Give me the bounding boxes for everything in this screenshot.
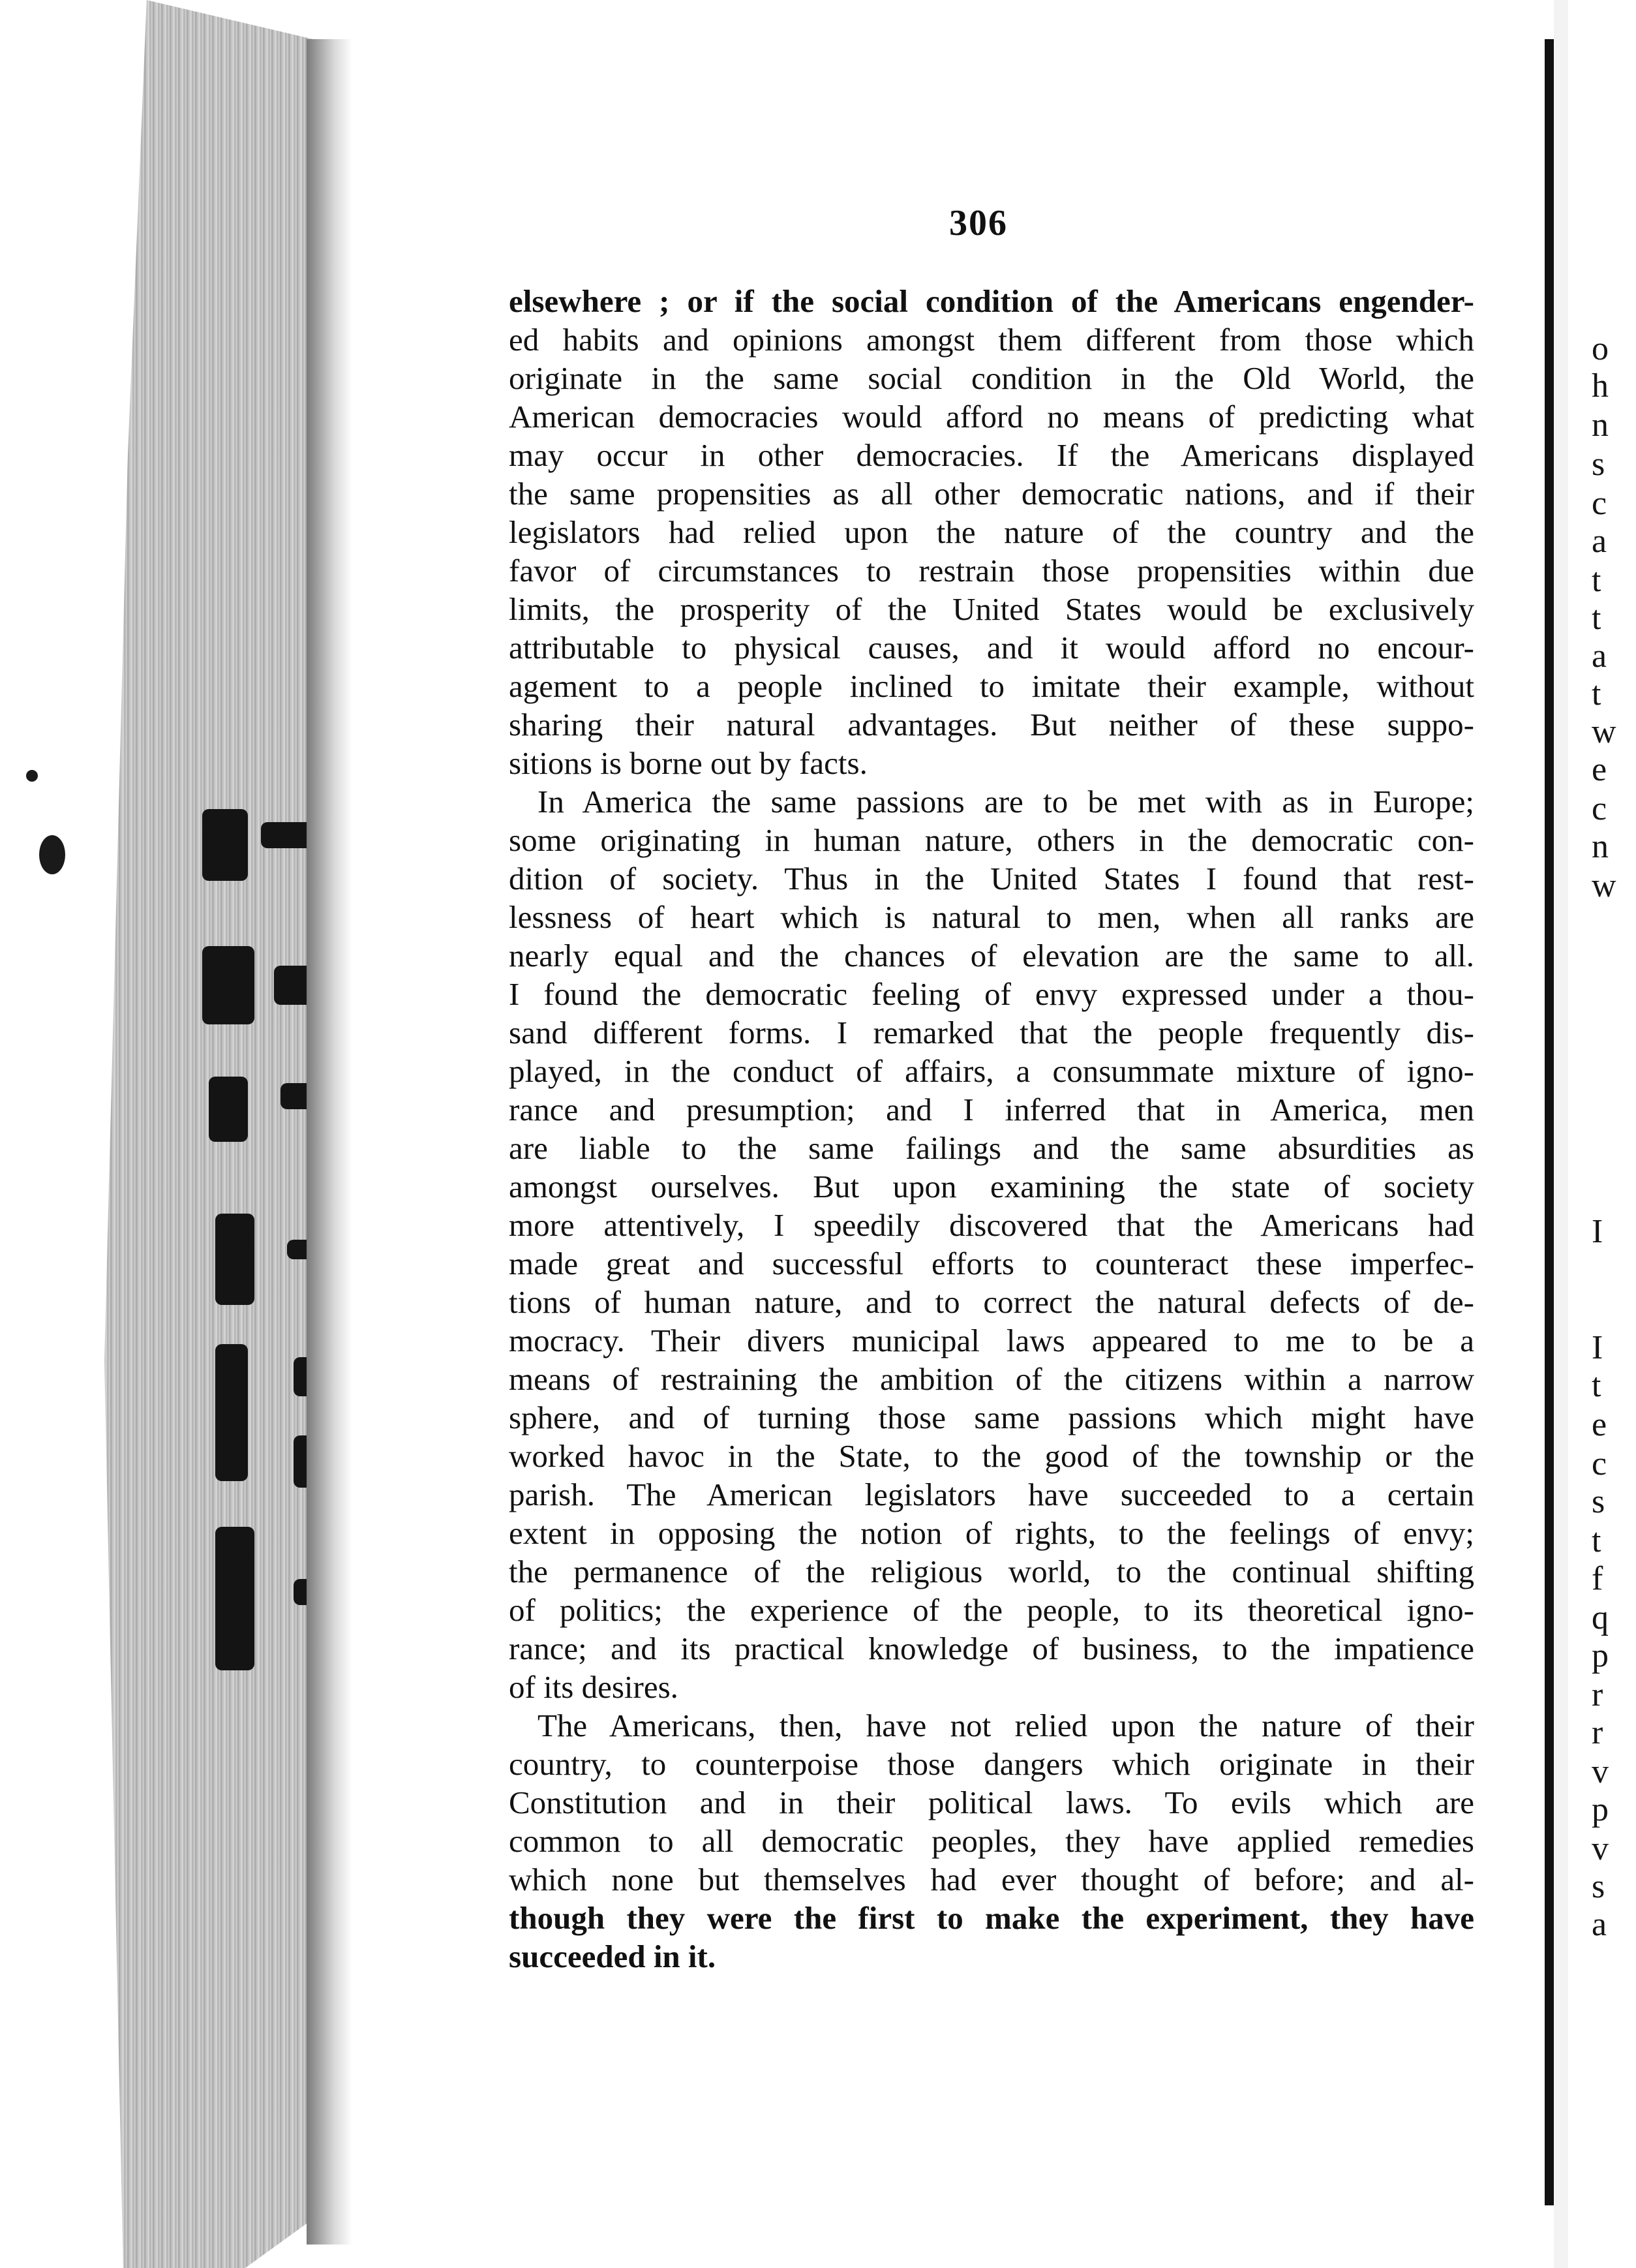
text-line: tions of human nature, and to correct the natural defects of de- [509,1284,1474,1320]
text-line: I found the democratic feeling of envy expressed under a thou- [509,976,1474,1012]
page-edge-right [1545,39,1554,2205]
facing-page-letter: o [1592,330,1609,367]
text-line: of its desires. [509,1669,678,1705]
scan-speck [39,835,65,874]
text-line: limits, the prosperity of the United States would be exclusively [509,591,1474,627]
facing-page-letter: q [1592,1599,1609,1636]
facing-page-letter: e [1592,751,1607,788]
gutter-shadow [307,39,352,2245]
text-line: American democracies would afford no means of predicting what [509,399,1474,435]
facing-page-letter: t [1592,1522,1601,1559]
text-line: amongst ourselves. But upon examining the state of society [509,1169,1474,1204]
text-line: ed habits and opinions amongst them different from those which [509,322,1474,358]
facing-page-letter: c [1592,485,1607,522]
body-text [509,282,1474,1976]
facing-page-letter: I [1592,1213,1603,1250]
text-line: more attentively, I speedily discovered that the Americans had [509,1207,1474,1243]
text-line: are liable to the same failings and the same absurdities as [509,1130,1474,1166]
facing-page-letter: s [1592,1483,1605,1520]
facing-page-letter: w [1592,867,1616,904]
text-line: though they were the first to make the experiment, they have [509,1900,1474,1936]
text-line: The Americans, then, have not relied upon the nature of their [538,1708,1474,1743]
text-line: means of restraining the ambition of the citizens within a narrow [509,1361,1474,1397]
page-number: 306 [949,203,1008,243]
text-line: extent in opposing the notion of rights, to the feelings of envy; [509,1515,1474,1551]
facing-page-letter: r [1592,1714,1603,1751]
facing-page-letter: c [1592,1445,1607,1482]
text-line: favor of circumstances to restrain those propensities within due [509,553,1474,589]
text-line: agement to a people inclined to imitate their example, without [509,668,1474,704]
text-line: sharing their natural advantages. But neither of these suppo- [509,707,1474,743]
text-line: made great and successful efforts to counteract these imperfec- [509,1246,1474,1281]
text-line: lessness of heart which is natural to men, when all ranks are [509,899,1474,935]
text-line: some originating in human nature, others in the democratic con- [509,822,1474,858]
text-line: rance and presumption; and I inferred that in America, men [509,1092,1474,1127]
text-line: worked havoc in the State, to the good of the township or the [509,1438,1474,1474]
text-line: nearly equal and the chances of elevation are the same to all. [509,938,1474,973]
text-line: dition of society. Thus in the United States I found that rest- [509,861,1474,896]
text-line: the permanence of the religious world, to the continual shifting [509,1554,1474,1589]
text-line: which none but themselves had ever thought of before; and al- [509,1862,1474,1897]
facing-page-letter: v [1592,1830,1609,1867]
paragraph [509,1706,1474,1976]
text-line: Constitution and in their political laws. To evils which are [509,1785,1474,1820]
facing-page-letter: c [1592,790,1607,827]
text-line: the same propensities as all other democratic nations, and if their [509,476,1474,512]
text-line: of politics; the experience of the people, to its theoretical igno- [509,1592,1474,1628]
facing-page-letter: f [1592,1560,1603,1597]
text-line: sphere, and of turning those same passions which might have [509,1400,1474,1435]
facing-page-letter: I [1592,1329,1603,1366]
text-line: attributable to physical causes, and it would afford no encour- [509,630,1474,666]
text-line: originate in the same social condition in the Old World, the [509,360,1474,396]
text-line: common to all democratic peoples, they have applied remedies [509,1823,1474,1859]
facing-page-letter: n [1592,406,1609,444]
text-line: In America the same passions are to be met with as in Europe; [538,784,1474,820]
facing-page-letter: s [1592,1868,1605,1905]
facing-page-letter: n [1592,828,1609,865]
page-gap [1554,0,1568,2268]
facing-page-letter: r [1592,1676,1603,1713]
paragraph [509,282,1474,782]
facing-page-letter: a [1592,523,1607,560]
facing-page-letter: t [1592,675,1601,713]
facing-page-letter: w [1592,713,1616,750]
text-line: succeeded in it. [509,1939,716,1974]
facing-page-letter: p [1592,1791,1609,1828]
text-line: parish. The American legislators have succeeded to a certain [509,1477,1474,1512]
text-line: country, to counterpoise those dangers which originate in their [509,1746,1474,1782]
text-line: mocracy. Their divers municipal laws appeared to me to be a [509,1323,1474,1358]
text-line: may occur in other democracies. If the Americans displayed [509,437,1474,473]
text-line: sand different forms. I remarked that the people frequently dis- [509,1015,1474,1050]
facing-page-letter: v [1592,1753,1609,1790]
facing-page-letter: h [1592,367,1609,405]
text-line: elsewhere ; or if the social condition of the Americans engender- [509,283,1474,319]
facing-page-letter: e [1592,1406,1607,1443]
text-line: rance; and its practical knowledge of business, to the impatience [509,1631,1474,1666]
facing-page-letter: p [1592,1637,1609,1674]
facing-page-letter: t [1592,600,1601,637]
facing-page-letter: a [1592,1906,1607,1943]
scan-speck [26,770,38,782]
paragraph [509,782,1474,1706]
facing-page-letter: a [1592,637,1607,675]
facing-page-letter: s [1592,446,1605,483]
text-line: sitions is borne out by facts. [509,745,868,781]
facing-page-letter: t [1592,562,1601,599]
facing-page-letter: t [1592,1367,1601,1404]
text-line: played, in the conduct of affairs, a consummate mixture of igno- [509,1053,1474,1089]
text-line: legislators had relied upon the nature of the country and the [509,514,1474,550]
